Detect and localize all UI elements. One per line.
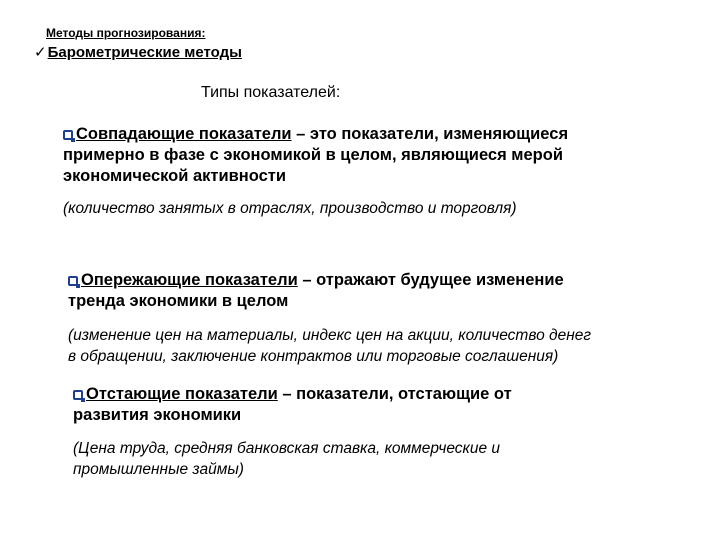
definition-line: экономической активности bbox=[63, 167, 286, 185]
example-line: (количество занятых в отраслях, производство и торговля) bbox=[63, 200, 517, 217]
section-title: Типы показателей: bbox=[201, 84, 341, 101]
term-coincident: Совпадающие показатели bbox=[76, 125, 292, 143]
definition-text: – это показатели, изменяющиеся bbox=[291, 125, 569, 143]
checkbox-bullet-icon bbox=[68, 276, 78, 286]
definition-line bbox=[63, 124, 673, 145]
checkbox-bullet-icon bbox=[63, 130, 73, 140]
example-coincident bbox=[63, 198, 517, 219]
checkmark-icon: ✓ bbox=[34, 44, 47, 61]
example-line: в обращении, заключение контрактов или торговые соглашения) bbox=[68, 348, 559, 365]
definition-line: развития экономики bbox=[73, 406, 242, 424]
checkbox-bullet-icon bbox=[73, 390, 83, 400]
subtitle-text: Барометрические методы bbox=[47, 44, 242, 61]
definition-line: примерно в фазе с экономикой в целом, являющиеся мерой bbox=[63, 146, 563, 164]
example-lagging bbox=[73, 438, 500, 480]
definition-line: тренда экономики в целом bbox=[68, 292, 289, 310]
example-line: (изменение цен на материалы, индекс цен на акции, количество денег bbox=[68, 327, 592, 344]
kicker-title: Методы прогнозирования: bbox=[46, 26, 206, 40]
subtitle bbox=[34, 43, 242, 61]
definition-line bbox=[73, 384, 683, 405]
definition-text: – отражают будущее изменение bbox=[297, 271, 564, 289]
definition-line bbox=[68, 270, 678, 291]
definition-text: – показатели, отстающие от bbox=[277, 385, 512, 403]
example-line: промышленные займы) bbox=[73, 461, 244, 478]
example-line: (Цена труда, средняя банковская ставка, коммерческие и bbox=[73, 440, 501, 457]
definition-coincident bbox=[63, 124, 673, 187]
term-lagging: Отстающие показатели bbox=[86, 385, 278, 403]
definition-leading bbox=[68, 270, 678, 312]
term-leading: Опережающие показатели bbox=[81, 271, 298, 289]
definition-lagging bbox=[73, 384, 683, 426]
example-leading bbox=[68, 325, 591, 367]
